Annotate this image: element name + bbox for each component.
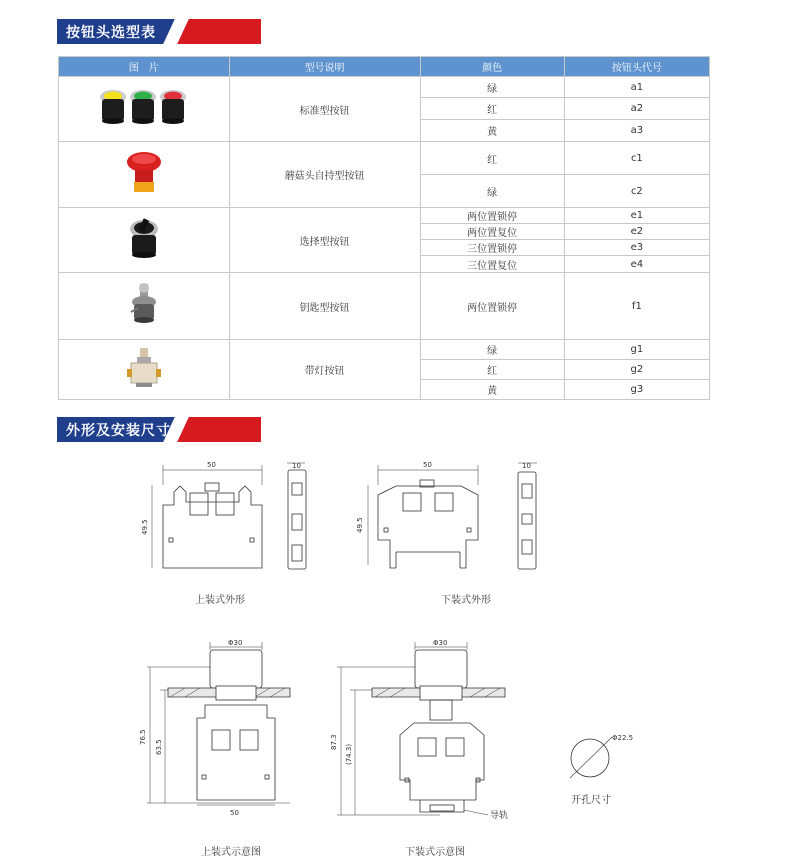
code-cell: c2 bbox=[564, 175, 709, 208]
color-cell: 两位置锁停 bbox=[420, 273, 564, 340]
dim-depth: 10 bbox=[522, 462, 531, 470]
color-cell: 两位置复位 bbox=[420, 224, 564, 240]
color-cell: 绿 bbox=[420, 77, 564, 98]
color-cell: 三位置复位 bbox=[420, 256, 564, 273]
caption-top-install: 上装式示意图 bbox=[201, 847, 261, 858]
caption-bottom-install: 下装式示意图 bbox=[405, 847, 465, 858]
col-header-model: 型号说明 bbox=[229, 57, 420, 77]
dim-height-1: 87.3 bbox=[330, 734, 338, 750]
section-title: 外形及安装尺寸 bbox=[66, 423, 171, 439]
dim-diameter: Φ30 bbox=[228, 639, 243, 647]
color-cell: 黄 bbox=[420, 380, 564, 400]
color-cell: 红 bbox=[420, 98, 564, 120]
code-cell: g1 bbox=[564, 340, 709, 360]
dim-height: 49.5 bbox=[356, 517, 364, 533]
color-cell: 红 bbox=[420, 360, 564, 380]
bottom-mount-outline-front bbox=[356, 461, 478, 568]
color-cell: 三位置锁停 bbox=[420, 240, 564, 256]
model-name: 选择型按钮 bbox=[229, 208, 420, 273]
bottom-mount-outline-side bbox=[518, 462, 537, 569]
caption-hole: 开孔尺寸 bbox=[571, 795, 611, 806]
dim-depth: 10 bbox=[292, 462, 301, 470]
rail-label: 导轨 bbox=[490, 811, 509, 821]
hole-dimension bbox=[570, 734, 633, 778]
code-cell: e3 bbox=[564, 240, 709, 256]
model-name: 蘑菇头自持型按钮 bbox=[229, 142, 420, 208]
code-cell: g2 bbox=[564, 360, 709, 380]
color-cell: 绿 bbox=[420, 340, 564, 360]
col-header-image: 图 片 bbox=[59, 57, 230, 77]
code-cell: a3 bbox=[564, 120, 709, 142]
dim-width: 50 bbox=[230, 809, 239, 817]
dim-diameter: Φ30 bbox=[433, 639, 448, 647]
dim-width: 50 bbox=[207, 461, 216, 469]
col-header-color: 颜色 bbox=[420, 57, 564, 77]
col-header-code: 按钮头代号 bbox=[564, 57, 709, 77]
color-cell: 红 bbox=[420, 142, 564, 175]
model-name: 钥匙型按钮 bbox=[229, 273, 420, 340]
model-name: 标准型按钮 bbox=[229, 77, 420, 142]
top-mount-install bbox=[139, 639, 290, 817]
code-cell: e2 bbox=[564, 224, 709, 240]
code-cell: c1 bbox=[564, 142, 709, 175]
caption-top-outline: 上装式外形 bbox=[195, 595, 245, 606]
model-name: 带灯按钮 bbox=[229, 340, 420, 400]
section-title: 按钮头选型表 bbox=[66, 25, 156, 41]
dim-diameter: Φ22.5 bbox=[612, 734, 634, 742]
bottom-mount-install bbox=[330, 639, 508, 821]
top-mount-outline-side bbox=[287, 462, 306, 569]
code-cell: a1 bbox=[564, 77, 709, 98]
color-cell: 两位置锁停 bbox=[420, 208, 564, 224]
dim-height-1: 76.5 bbox=[139, 729, 147, 745]
color-cell: 黄 bbox=[420, 120, 564, 142]
code-cell: e4 bbox=[564, 256, 709, 273]
code-cell: f1 bbox=[564, 273, 709, 340]
color-cell: 绿 bbox=[420, 175, 564, 208]
dim-width: 50 bbox=[423, 461, 432, 469]
dim-height: 49.5 bbox=[141, 519, 149, 535]
code-cell: g3 bbox=[564, 380, 709, 400]
dim-height-2: (74.3) bbox=[345, 743, 353, 765]
dim-height-2: 63.5 bbox=[155, 739, 163, 755]
caption-bottom-outline: 下装式外形 bbox=[441, 595, 491, 606]
code-cell: e1 bbox=[564, 208, 709, 224]
code-cell: a2 bbox=[564, 98, 709, 120]
top-mount-outline-front bbox=[141, 461, 262, 568]
